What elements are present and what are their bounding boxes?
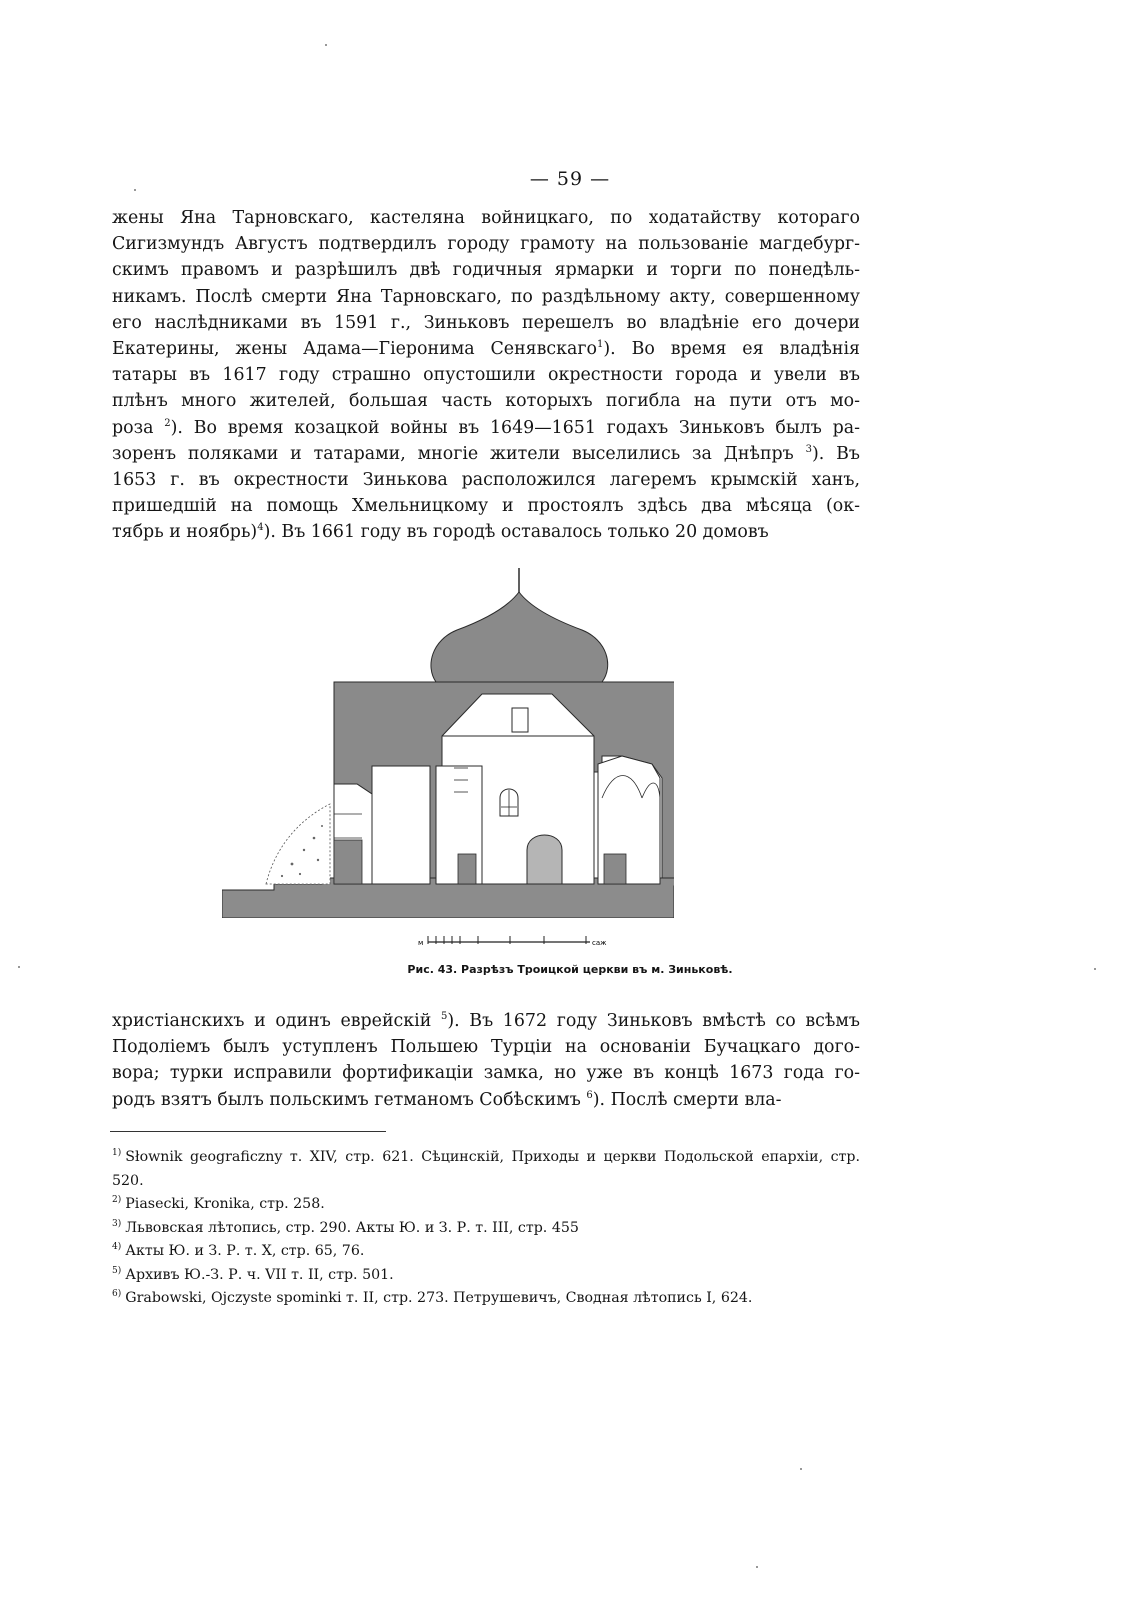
text-line: вора; турки исправили фортификаціи замка, но уже въ концѣ 1673 года го- bbox=[112, 1063, 860, 1084]
text-line bbox=[112, 441, 860, 467]
text-segment: тябрь и ноябрь) bbox=[112, 522, 258, 543]
scan-speck bbox=[1094, 968, 1096, 970]
text-line: Сигизмундъ Августъ подтвердилъ городу грамоту на пользованіе магдебург- bbox=[112, 234, 860, 255]
footnote-text: Львовская лѣтопись, стр. 290. Акты Ю. и З. Р. т. III, стр. 455 bbox=[125, 1219, 579, 1236]
text-line: жены Яна Тарновскаго, кастеляна войницкаго, по ходатайству котораго bbox=[112, 208, 860, 228]
scan-speck bbox=[18, 966, 20, 968]
footnotes bbox=[112, 1146, 860, 1311]
footnote-text: Słownik geograficzny т. XIV, стр. 621. Сѣцинскій, Приходы и церкви Подольской епархіи, стр. 520. bbox=[112, 1149, 860, 1189]
text-segment: родъ взятъ былъ польскимъ гетманомъ Собѣскимъ bbox=[112, 1089, 581, 1110]
text-line bbox=[112, 336, 860, 362]
text-segment: ). Въ 1672 году Зиньковъ вмѣстѣ со всѣмъ bbox=[447, 1011, 860, 1031]
dome-window bbox=[512, 708, 528, 732]
page-number: — 59 — bbox=[529, 168, 611, 190]
footnote-text: Piasecki, Kronika, стр. 258. bbox=[125, 1196, 325, 1212]
scale-right-label: саж bbox=[592, 939, 607, 947]
footnote bbox=[112, 1240, 860, 1264]
footnote bbox=[112, 1193, 860, 1217]
altar-block bbox=[604, 854, 626, 884]
footnote-text: Grabowski, Ojczyste spominki т. II, стр. 273. Петрушевичъ, Сводная лѣтопись I, 624. bbox=[125, 1290, 753, 1306]
church-section-drawing bbox=[222, 568, 674, 918]
footnote bbox=[112, 1264, 860, 1288]
footnote-ref: 5 bbox=[440, 1011, 448, 1023]
footnote-mark: 2) bbox=[112, 1195, 122, 1206]
text-line: татары въ 1617 году страшно опустошили окрестности города и увели въ bbox=[112, 365, 860, 386]
mound-stipple bbox=[303, 849, 305, 851]
figure-caption: Рис. 43. Разрѣзъ Троицкой церкви въ м. Зиньковѣ. bbox=[407, 963, 733, 976]
text-segment: Екатерины, жены Адама—Гіеронима Сенявскаго bbox=[112, 338, 597, 359]
text-line: никамъ. Послѣ смерти Яна Тарновскаго, по раздѣльному акту, совершенному bbox=[112, 286, 860, 307]
text-line: плѣнъ много жителей, большая часть которыхъ погибла на пути отъ мо- bbox=[112, 391, 860, 412]
footnote bbox=[112, 1287, 860, 1311]
footnote-mark: 5) bbox=[112, 1265, 122, 1276]
scan-speck bbox=[800, 1468, 802, 1470]
footnote-mark: 1) bbox=[112, 1148, 122, 1159]
text-segment: христіанскихъ и одинъ еврейскій bbox=[112, 1011, 432, 1031]
text-segment: ). Во время козацкой войны въ 1649—1651 годахъ Зиньковъ былъ ра- bbox=[170, 417, 860, 438]
mound-stipple bbox=[313, 837, 316, 840]
mound-stipple bbox=[317, 859, 319, 861]
footnote-text: Архивъ Ю.-З. Р. ч. VII т. II, стр. 501. bbox=[125, 1266, 394, 1283]
footnote-mark: 4) bbox=[112, 1242, 122, 1253]
text-segment: зоренъ поляками и татарами, многіе жители выселились за Днѣпръ bbox=[112, 443, 794, 464]
scale-left-label: ᴍ bbox=[418, 939, 424, 947]
footnote-text: Акты Ю. и З. Р. т. X, стр. 65, 76. bbox=[125, 1243, 365, 1259]
earth-mound bbox=[266, 804, 330, 884]
footnote-ref: 6 bbox=[586, 1089, 593, 1101]
text-segment: ). Послѣ смерти вла- bbox=[592, 1089, 782, 1110]
footnote-mark: 3) bbox=[112, 1218, 122, 1229]
text-segment: ). Во время ея владѣнія bbox=[603, 338, 860, 359]
text-line bbox=[112, 519, 860, 545]
onion-dome bbox=[431, 592, 608, 682]
text-segment: ). Въ 1661 году въ городѣ оставалось только 20 домовъ bbox=[263, 522, 769, 543]
arch-doorway bbox=[527, 835, 562, 884]
footnote-separator bbox=[110, 1131, 386, 1132]
text-line bbox=[112, 1087, 860, 1113]
footnote bbox=[112, 1146, 860, 1193]
paragraph-1 bbox=[112, 205, 860, 545]
mound-stipple bbox=[299, 873, 301, 875]
mound-stipple bbox=[291, 863, 294, 866]
text-line: его наслѣдниками въ 1591 г., Зиньковъ перешелъ во владѣніе его дочери bbox=[112, 312, 860, 333]
porch-pier bbox=[334, 840, 362, 884]
interior-nave bbox=[372, 766, 430, 884]
footnote-mark: 6) bbox=[112, 1289, 122, 1300]
footnote-ref: 3 bbox=[805, 443, 812, 455]
mound-stipple bbox=[281, 875, 283, 877]
footnote-ref: 4 bbox=[257, 522, 264, 534]
mound-stipple bbox=[321, 825, 323, 827]
footnote bbox=[112, 1217, 860, 1241]
text-line bbox=[112, 415, 860, 441]
footnote-ref: 1 bbox=[597, 339, 604, 351]
text-line: Подоліемъ былъ уступленъ Польшею Турціи на основаніи Бучацкаго дого- bbox=[112, 1037, 860, 1058]
text-line: скимъ правомъ и разрѣшилъ двѣ годичныя ярмарки и торги по понедѣль- bbox=[112, 260, 860, 281]
footnote-ref: 2 bbox=[164, 417, 171, 429]
scan-speck bbox=[325, 44, 327, 46]
scan-speck bbox=[756, 1566, 758, 1568]
text-segment: роза bbox=[112, 417, 154, 438]
stair-block bbox=[458, 854, 476, 884]
text-line bbox=[112, 1008, 860, 1034]
scale-bar bbox=[418, 932, 618, 948]
text-segment: ). Въ bbox=[811, 443, 860, 464]
scan-speck bbox=[134, 189, 136, 191]
paragraph-2 bbox=[112, 1008, 860, 1113]
text-line: 1653 г. въ окрестности Зинькова расположился лагеремъ крымскій ханъ, bbox=[112, 469, 860, 490]
text-line: пришедшій на помощь Хмельницкому и простоялъ здѣсь два мѣсяца (ок- bbox=[112, 496, 860, 517]
